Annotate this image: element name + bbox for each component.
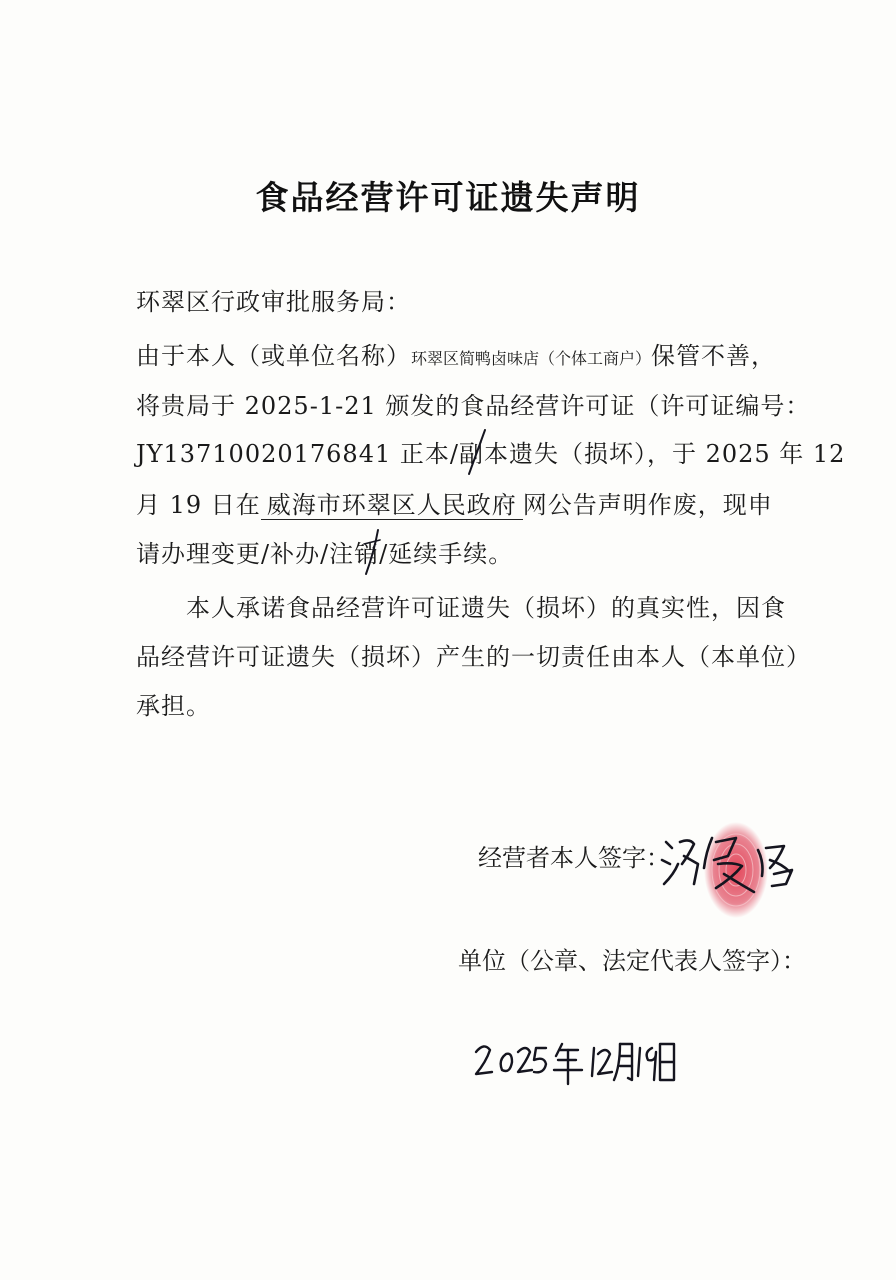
body-line-3: 将贵局于 2025-1-21 颁发的食品经营许可证（许可证编号： bbox=[136, 392, 811, 420]
body-line-5 bbox=[136, 489, 773, 521]
signature-with-fingerprint bbox=[654, 812, 804, 922]
struck-text: 副 bbox=[458, 440, 484, 468]
unit-seal-label: 单位（公章、法定代表人签字）： bbox=[458, 947, 806, 975]
text-segment: 请办理变更/补办/注 bbox=[136, 540, 355, 568]
fingerprint-mark bbox=[704, 822, 768, 918]
text-segment: JY13710020176841 正本/ bbox=[136, 440, 459, 468]
text-segment: 网公告声明作废，现申 bbox=[522, 491, 773, 519]
body-line-7: 本人承诺食品经营许可证遗失（损坏）的真实性，因食 bbox=[186, 594, 786, 622]
struck-word bbox=[354, 538, 379, 570]
filled-announcement-site: 威海市环翠区人民政府 bbox=[261, 491, 523, 520]
struck-word bbox=[459, 438, 484, 470]
struck-text: 销 bbox=[354, 540, 380, 568]
text-segment: 月 19 日在 bbox=[136, 491, 261, 519]
body-line-2 bbox=[136, 340, 776, 375]
handwritten-date bbox=[470, 1030, 680, 1090]
text-segment: 本遗失（损坏），于 2025 年 12 bbox=[483, 440, 846, 468]
signature-label: 经营者本人签字： bbox=[478, 844, 670, 872]
text-segment: 由于本人（或单位名称） bbox=[136, 342, 411, 370]
body-line-9: 承担。 bbox=[136, 692, 211, 720]
text-segment: 保管不善， bbox=[651, 342, 777, 370]
recipient-line: 环翠区行政审批服务局： bbox=[136, 288, 411, 316]
document-title: 食品经营许可证遗失声明 bbox=[255, 178, 641, 217]
text-segment: /延续手续。 bbox=[379, 540, 514, 568]
business-name: 环翠区简鸭卤味店（个体工商户） bbox=[411, 349, 652, 368]
body-line-8: 品经营许可证遗失（损坏）产生的一切责任由本人（本单位） bbox=[136, 643, 811, 671]
body-line-6 bbox=[136, 538, 513, 570]
body-line-4 bbox=[136, 438, 845, 470]
